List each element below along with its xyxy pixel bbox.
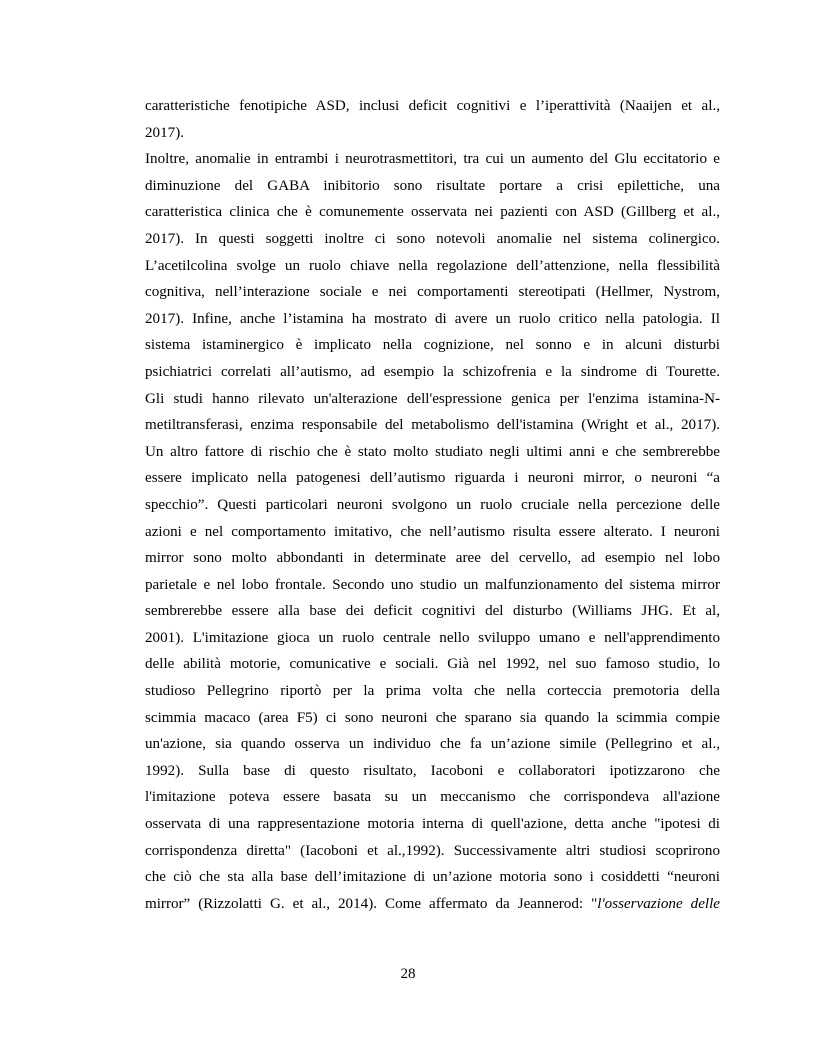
text-line-content: 2017). (145, 124, 184, 141)
text-line (145, 439, 720, 466)
text-line (145, 731, 720, 758)
text-line-content: 2001). L'imitazione gioca un ruolo centrale nello sviluppo umano e nell'apprendimento (145, 629, 720, 646)
text-line-content: parietale e nel lobo frontale. Secondo uno studio un malfunzionamento del sistema mirror (145, 576, 720, 593)
text-line (145, 93, 720, 120)
text-line-content: delle abilità motorie, comunicative e sociali. Già nel 1992, nel suo famoso studio, lo (145, 656, 720, 673)
text-line (145, 120, 720, 147)
text-line-content: corrispondenza diretta" (Iacoboni et al.,1992). Successivamente altri studiosi scoprirono (145, 842, 720, 859)
text-line-content: metiltransferasi, enzima responsabile del metabolismo dell'istamina (Wright et al., 2017). (145, 417, 720, 434)
text-line-content: Un altro fattore di rischio che è stato molto studiato negli ultimi anni e che sembrerebbe (145, 443, 720, 460)
text-line (145, 253, 720, 280)
body-text (145, 93, 720, 917)
text-line-content: caratteristica clinica che è comunemente osservata nei pazienti con ASD (Gillberg et al., (145, 204, 720, 221)
text-line-content: mirror sono molto abbondanti in determinate aree del cervello, ad esempio nel lobo (145, 550, 720, 567)
text-line (145, 519, 720, 546)
text-line-content: osservata di una rappresentazione motoria interna di quell'azione, detta anche "ipotesi di (145, 816, 720, 833)
text-line (145, 864, 720, 891)
text-line-content: cognitiva, nell’interazione sociale e nei comportamenti stereotipati (Hellmer, Nystrom, (145, 284, 720, 301)
text-line (145, 199, 720, 226)
text-line-content: sistema istaminergico è implicato nella cognizione, nel sonno e in alcuni disturbi (145, 337, 720, 354)
italic-quote: l'osservazione delle (597, 895, 720, 912)
text-line-content: Inoltre, anomalie in entrambi i neurotrasmettitori, tra cui un aumento del Glu eccitatorio e (145, 151, 720, 168)
text-line (145, 811, 720, 838)
text-line (145, 465, 720, 492)
text-line (145, 838, 720, 865)
text-line-content: azioni e nel comportamento imitativo, che nell’autismo risulta essere alterato. I neuroni (145, 523, 720, 540)
text-line-content: l'imitazione poteva essere basata su un meccanismo che corrispondeva all'azione (145, 789, 720, 806)
text-line-content: sembrerebbe essere alla base dei deficit cognitivi del disturbo (Williams JHG. Et al, (145, 603, 720, 620)
text-line-content: studioso Pellegrino riportò per la prima volta che nella corteccia premotoria della (145, 683, 720, 700)
text-line (145, 625, 720, 652)
text-line (145, 492, 720, 519)
page-number: 28 (400, 966, 416, 982)
text-line (145, 784, 720, 811)
text-line-content: specchio”. Questi particolari neuroni svolgono un ruolo cruciale nella percezione delle (145, 496, 720, 513)
text-line (145, 598, 720, 625)
text-line-content: psichiatrici correlati all’autismo, ad esempio la schizofrenia e la sindrome di Tourette. (145, 363, 720, 380)
text-line (145, 386, 720, 413)
text-line-content: 1992). Sulla base di questo risultato, Iacoboni e collaboratori ipotizzarono che (145, 762, 720, 779)
text-line-content: L’acetilcolina svolge un ruolo chiave nella regolazione dell’attenzione, nella flessibilità (145, 257, 720, 274)
text-line (145, 545, 720, 572)
text-line (145, 279, 720, 306)
text-line-content: Gli studi hanno rilevato un'alterazione dell'espressione genica per l'enzima istamina-N- (145, 390, 720, 407)
text-line (145, 412, 720, 439)
text-line-content: un'azione, sia quando osserva un individuo che fa un’azione simile (Pellegrino et al., (145, 736, 720, 753)
text-line-content: diminuzione del GABA inibitorio sono risultate portare a crisi epilettiche, una (145, 177, 720, 194)
text-line (145, 146, 720, 173)
text-line-content: mirror” (Rizzolatti G. et al., 2014). Come affermato da Jeannerod: " (145, 895, 598, 912)
text-line (145, 359, 720, 386)
text-line-content: essere implicato nella patogenesi dell’autismo riguarda i neuroni mirror, o neuroni “a (145, 470, 720, 487)
text-line (145, 891, 720, 918)
text-line (145, 306, 720, 333)
text-line (145, 572, 720, 599)
text-line (145, 705, 720, 732)
text-line-content: 2017). Infine, anche l’istamina ha mostrato di avere un ruolo critico nella patologia. Il (145, 310, 720, 327)
text-line (145, 678, 720, 705)
text-line (145, 332, 720, 359)
text-line-content: che ciò che sta alla base dell’imitazione di un’azione motoria sono i cosiddetti “neuroni (145, 869, 720, 886)
text-line-content: caratteristiche fenotipiche ASD, inclusi deficit cognitivi e l’iperattività (Naaijen et al., (145, 98, 720, 114)
text-line (145, 173, 720, 200)
text-line (145, 651, 720, 678)
text-line (145, 226, 720, 253)
text-line-content: scimmia macaco (area F5) ci sono neuroni che sparano sia quando la scimmia compie (145, 709, 720, 726)
text-line (145, 758, 720, 785)
text-line-content: 2017). In questi soggetti inoltre ci sono notevoli anomalie nel sistema colinergico. (145, 230, 720, 247)
